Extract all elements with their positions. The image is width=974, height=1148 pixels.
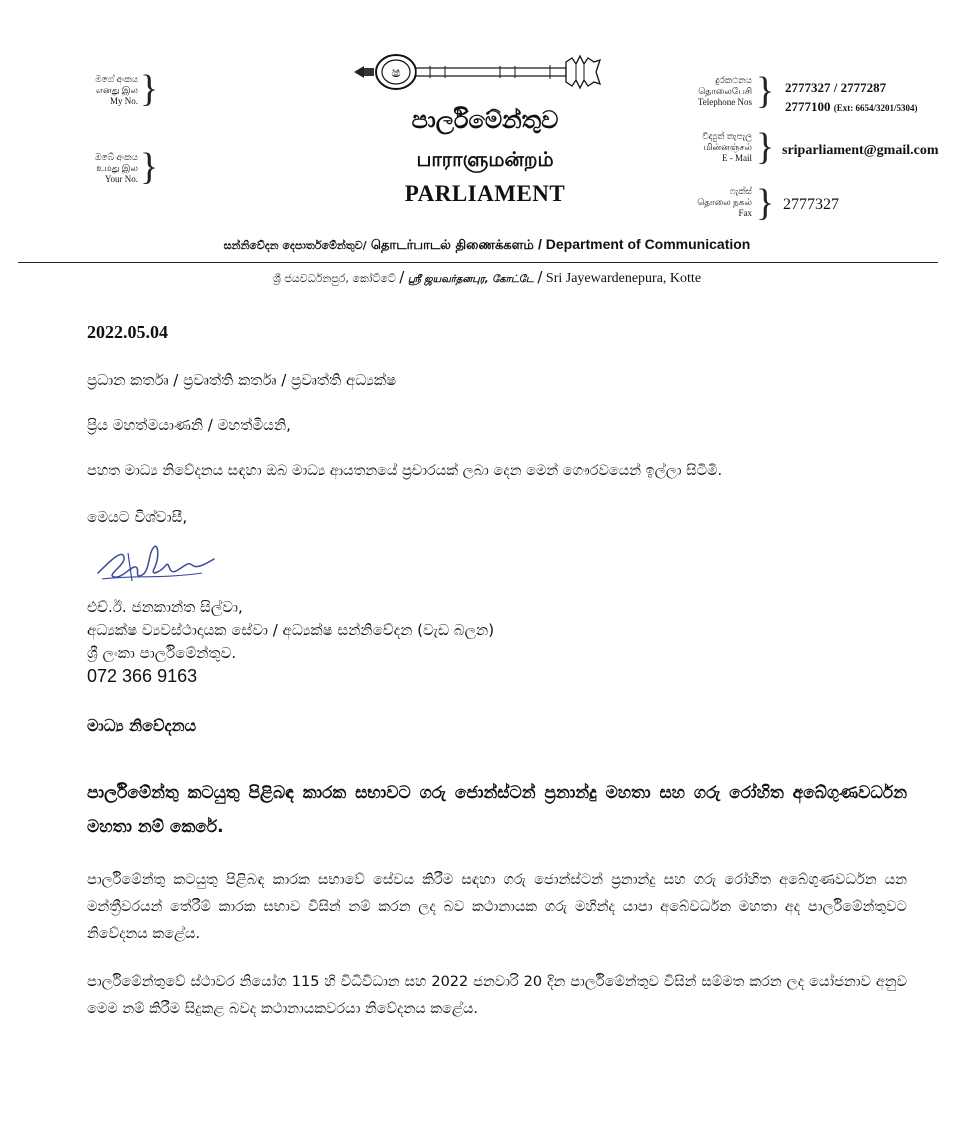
department-ta: தொடர்பாடல் திணைக்களம் bbox=[370, 238, 534, 253]
address-en: Sri Jayewardenepura, Kotte bbox=[545, 271, 702, 286]
svg-text:ෂ: ෂ bbox=[391, 65, 401, 81]
brace-icon: } bbox=[756, 182, 775, 224]
letter-recipients: ප්‍රධාන කර්තෘ / ප්‍රවෘත්ති කර්තෘ / ප්‍රවෘත්ති අධ්‍යක්ෂ bbox=[87, 371, 397, 389]
telephone-line-1: 2777327 / 2777287 bbox=[785, 80, 887, 95]
telephone-extensions: (Ext: 6654/3201/5304) bbox=[833, 103, 918, 113]
my-no-label-en: My No. bbox=[109, 96, 138, 106]
brace-icon: } bbox=[140, 68, 159, 110]
telephone-label-ta: தொலைபேசி bbox=[698, 86, 752, 96]
signatory-phone: 072 366 9163 bbox=[87, 666, 198, 686]
signatory-name: එච්.ඊ. ජනකාන්ත සිල්වා, bbox=[87, 598, 243, 616]
parliament-mace-icon bbox=[350, 50, 610, 90]
signatory-title: අධ්‍යක්ෂ ව්‍යවස්ථාදායක සේවා / අධ්‍යක්ෂ සන්නිවේදන (වැඩ බලන) bbox=[87, 621, 495, 639]
telephone-line-2: 2777100 bbox=[785, 99, 831, 114]
email-label-ta: மின்னஞ்சல் bbox=[703, 142, 752, 152]
fax-label-en: Fax bbox=[738, 208, 752, 218]
email-labels bbox=[660, 131, 752, 164]
release-label: මාධ්‍ය නිවේදනය bbox=[87, 716, 197, 735]
header-divider bbox=[18, 262, 938, 263]
title-sinhala: පාර්ලිමේන්තුව bbox=[411, 106, 559, 134]
email-label-si: විද්‍යුත් තැපැල bbox=[702, 131, 752, 141]
email-address[interactable]: sriparliament@gmail.com bbox=[782, 143, 939, 158]
title-english: PARLIAMENT bbox=[404, 181, 566, 206]
release-paragraph-1: පාර්ලිමේන්තු කටයුතු පිළිබඳ කාරක සභාවේ සේවය කිරීම සඳහා ගරු ජොන්ස්ටන් ප්‍රනාන්දු සහ ගරු රෝහිත අබේගුණවර්ධන යන මන්ත්‍රීවරයන් තේරීම් කාරක සභාව විසින් නම් කරන ලද බව කථානායක ගරු මහින්ද යාපා අබේවර්ධන මහතා අද පාර්ලිමේන්තුවට නිවේදනය කළේය. bbox=[87, 872, 907, 942]
department-si: සන්නිවේදන දෙපාර්තමේන්තුව/ bbox=[223, 239, 367, 252]
letter-request: පහත මාධ්‍ය නිවේදනය සඳහා ඔබ මාධ්‍ය ආයතනයේ ප්‍රචාරයක් ලබා දෙන මෙන් ගෞරවයෙන් ඉල්ලා සිටිමි. bbox=[87, 463, 723, 479]
telephone-label-si: දුරකථනය bbox=[715, 75, 752, 85]
release-headline: පාර්ලිමේන්තු කටයුතු පිළිබඳ කාරක සභාවට ගරු ජොන්ස්ටන් ප්‍රනාන්දු මහතා සහ ගරු රෝහිත අබේගුණවර්ධන මහතා නම් කෙරේ. bbox=[87, 783, 907, 837]
telephone-labels bbox=[660, 75, 752, 108]
my-no-label-ta: எனது இல bbox=[95, 85, 138, 95]
address-line bbox=[0, 268, 974, 287]
release-paragraph-2: පාර්ලිමේන්තුවේ ස්ථාවර නියෝග 115 හි විධිවිධාන සහ 2022 ජනවාරි 20 දින පාර්ලිමේන්තුව විසින් සම්මත කරන ලද යෝජනාව අනුව මෙම නම් කිරීම සිදුකළ බවද කථානායකවරයා නිවේදනය කළේය. bbox=[87, 974, 907, 1017]
signatory-organization: ශ්‍රී ලංකා පාර්ලිමේන්තුව. bbox=[87, 644, 237, 662]
address-separator: / bbox=[537, 268, 543, 286]
fax-number: 2777327 bbox=[783, 196, 839, 213]
fax-labels bbox=[660, 186, 752, 219]
address-ta: ஸ்ரீ ஜயவர்தனபுர, கோட்டே bbox=[407, 274, 534, 285]
department-en: / Department of Communication bbox=[538, 236, 751, 252]
brace-icon: } bbox=[756, 126, 775, 168]
address-separator: / bbox=[399, 268, 405, 286]
telephone-label-en: Telephone Nos bbox=[697, 97, 752, 107]
department-line bbox=[0, 236, 974, 254]
letter-salutation: ප්‍රිය මහත්මයාණනි / මහත්මියනි, bbox=[87, 416, 291, 434]
letter-date: 2022.05.04 bbox=[87, 322, 168, 342]
brace-icon: } bbox=[140, 146, 159, 188]
brace-icon: } bbox=[756, 70, 775, 112]
title-tamil: பாராளுமன்றம் bbox=[416, 147, 554, 171]
your-no-label-ta: உமது இல bbox=[96, 163, 138, 173]
signature-mark bbox=[92, 535, 222, 591]
signatory-block bbox=[87, 596, 787, 688]
address-si: ශ්‍රී ජයවර්ධනපුර, කෝට්ටේ bbox=[272, 272, 396, 285]
your-no-label-en: Your No. bbox=[104, 174, 138, 184]
my-no-label-si: මගේ අංකය bbox=[95, 74, 138, 84]
my-number-block bbox=[60, 68, 159, 118]
fax-label-ta: தொலை நகல் bbox=[697, 197, 752, 207]
letter-closing: මෙයට විශ්වාසී, bbox=[87, 508, 188, 526]
your-no-label-si: ඔබේ අංකය bbox=[94, 152, 138, 162]
fax-label-si: ෆැක්ස් bbox=[729, 186, 752, 196]
email-label-en: E - Mail bbox=[722, 153, 752, 163]
your-number-block bbox=[60, 146, 159, 196]
